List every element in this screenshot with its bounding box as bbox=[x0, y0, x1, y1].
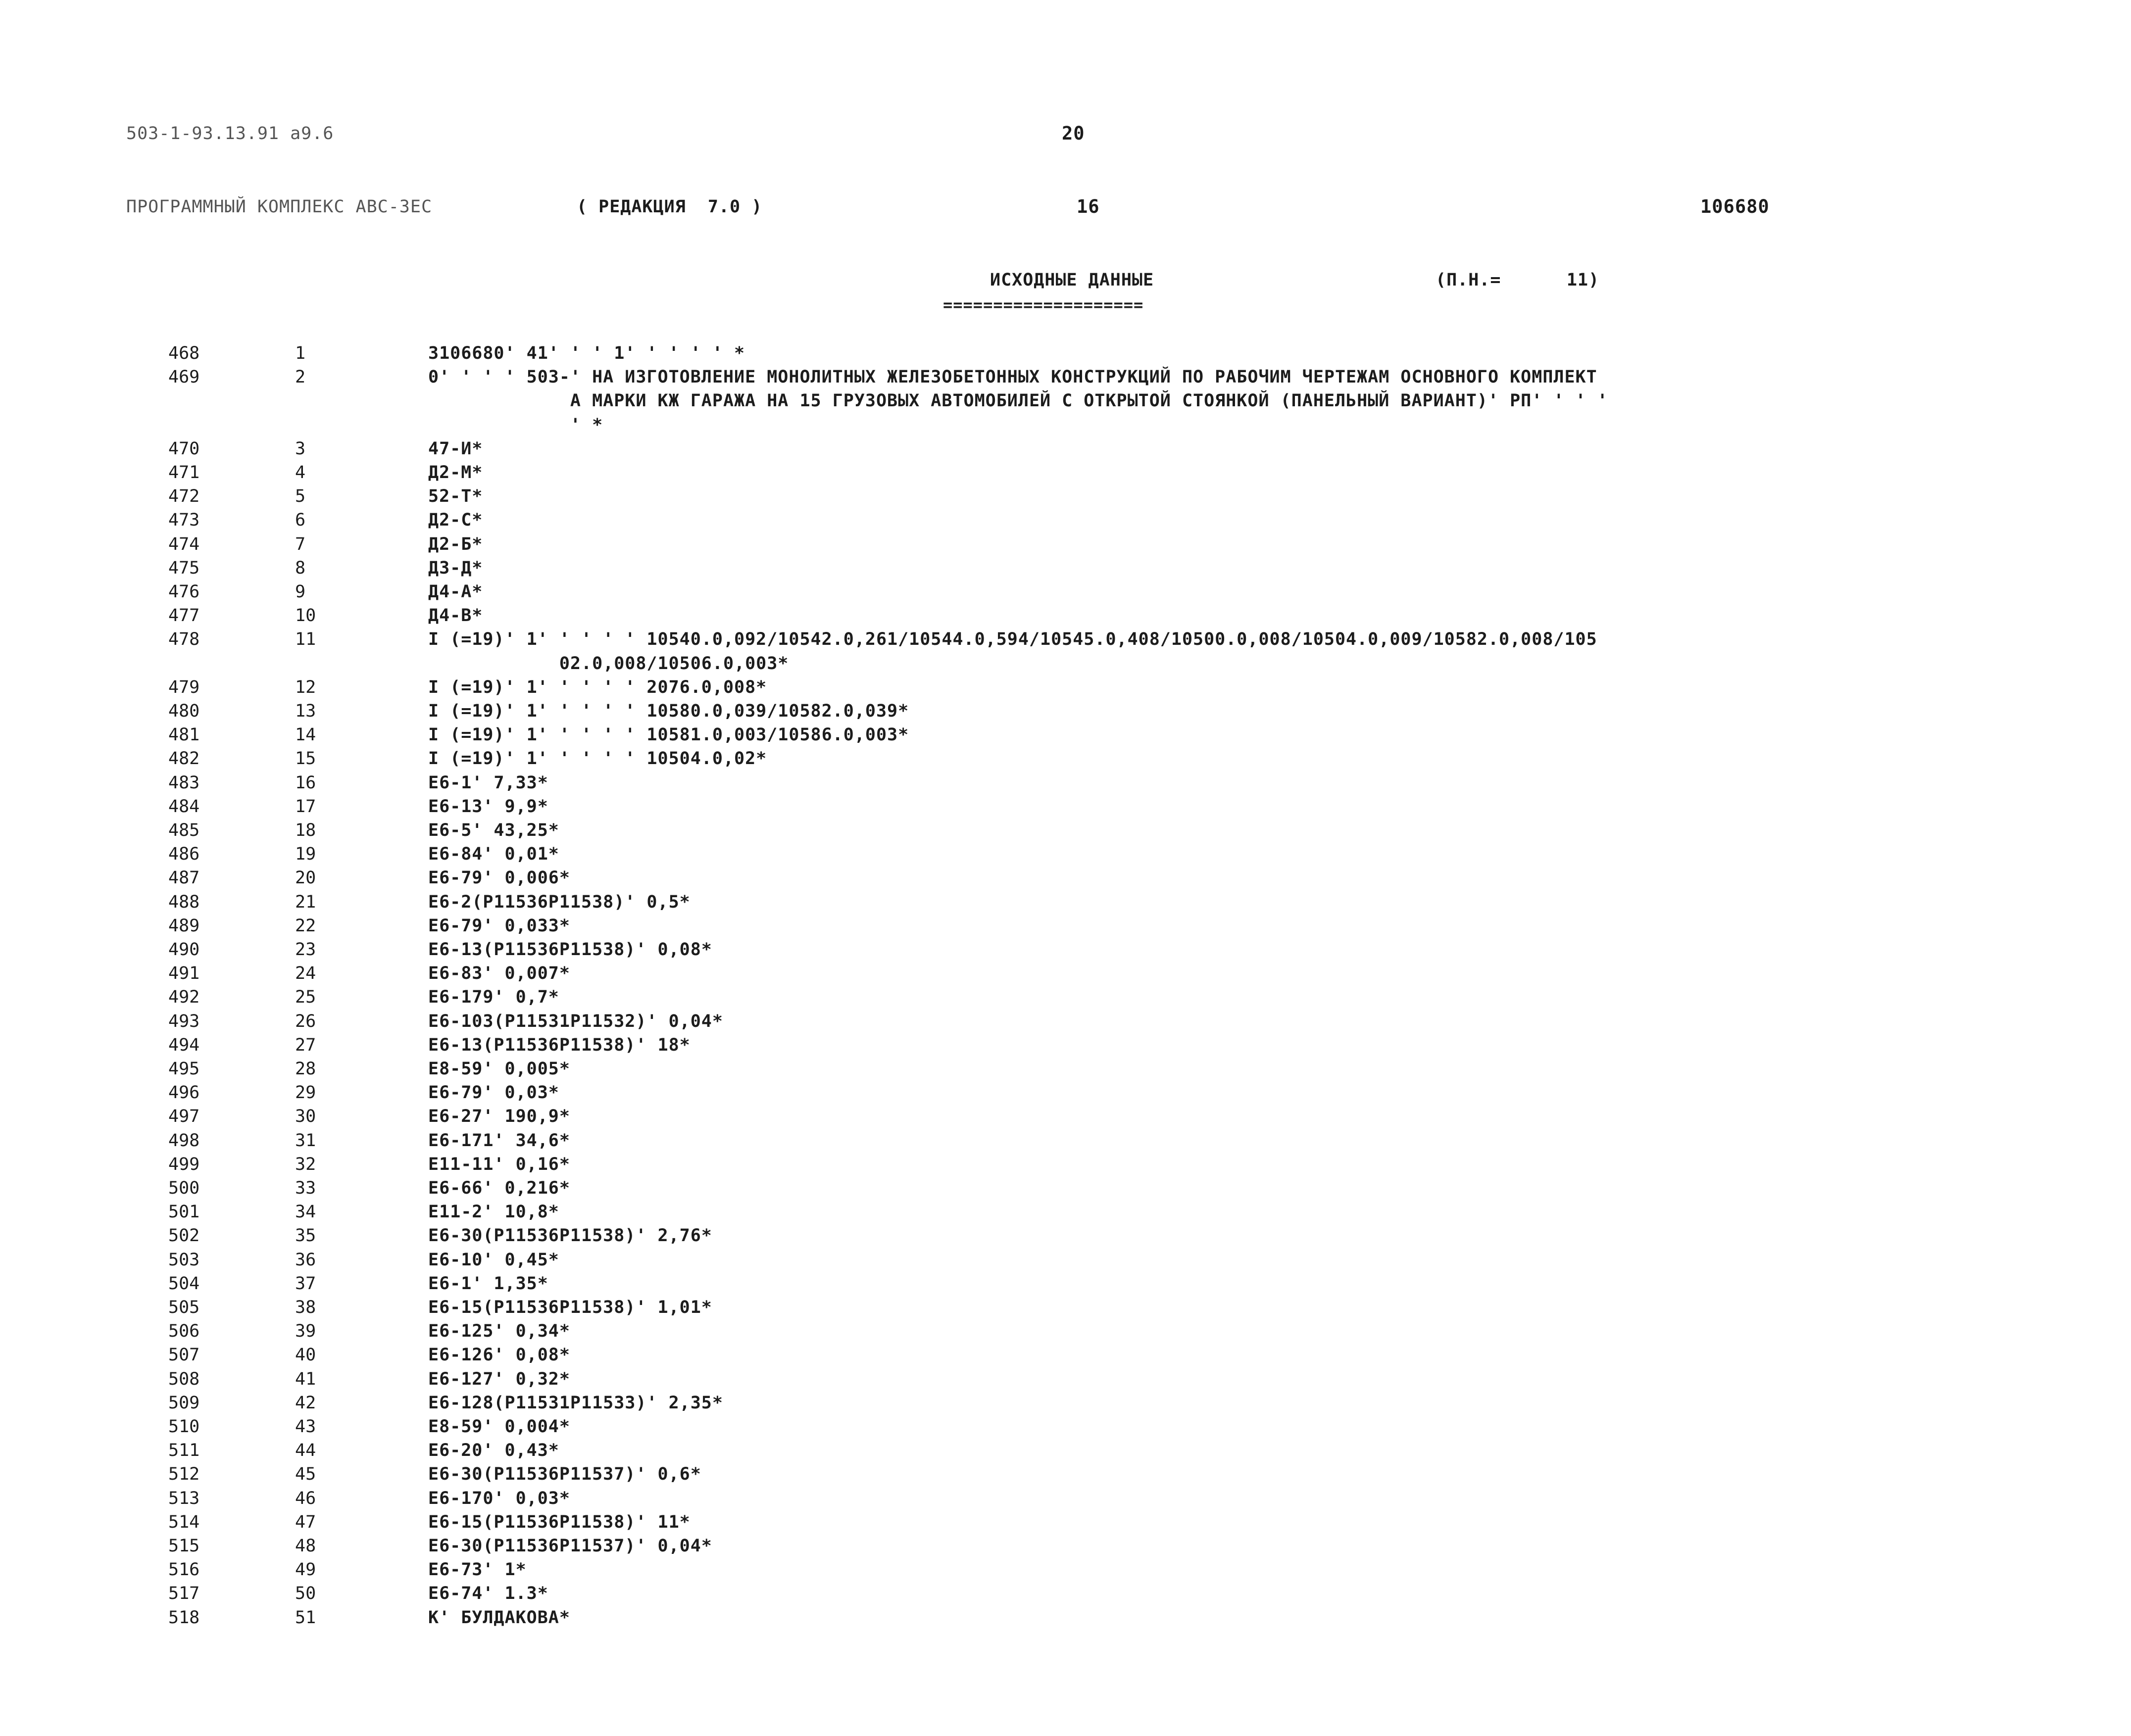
card-number: 473 bbox=[168, 510, 200, 530]
document-code: 503-1-93.13.91 а9.6 bbox=[126, 124, 334, 144]
listing-row bbox=[0, 1081, 2131, 1105]
line-text: 0' ' ' ' 503-' НА ИЗГОТОВЛЕНИЕ МОНОЛИТНЫХ ЖЕЛЕЗОБЕТОННЫХ КОНСТРУКЦИЙ ПО РАБОЧИМ ЧЕРТЕЖАМ ОСНОВНОГО КОМПЛЕКТ bbox=[428, 367, 1597, 387]
line-number: 42 bbox=[295, 1393, 316, 1413]
listing-row bbox=[0, 437, 2131, 461]
listing-row bbox=[0, 1462, 2131, 1486]
line-number: 12 bbox=[295, 677, 316, 697]
line-text: Е6-30(Р11536Р11537)' 0,04* bbox=[428, 1536, 712, 1556]
card-number: 506 bbox=[168, 1321, 200, 1342]
line-text: Е6-5' 43,25* bbox=[428, 820, 559, 840]
line-text: Е6-15(Р11536Р11538)' 11* bbox=[428, 1512, 691, 1532]
line-number: 36 bbox=[295, 1250, 316, 1270]
listing-row bbox=[0, 413, 2131, 437]
listing-row bbox=[0, 1010, 2131, 1033]
line-number: 40 bbox=[295, 1345, 316, 1365]
line-number: 5 bbox=[295, 486, 306, 507]
listing-row bbox=[0, 1415, 2131, 1439]
listing-row bbox=[0, 795, 2131, 819]
line-number: 8 bbox=[295, 558, 306, 578]
listing-row bbox=[0, 556, 2131, 580]
listing-row bbox=[0, 1105, 2131, 1128]
line-number: 3 bbox=[295, 438, 306, 459]
listing-row bbox=[0, 1176, 2131, 1200]
line-number: 37 bbox=[295, 1273, 316, 1294]
line-text: Е6-79' 0,033* bbox=[428, 916, 570, 936]
line-number: 30 bbox=[295, 1107, 316, 1127]
line-text: Е11-11' 0,16* bbox=[428, 1154, 570, 1174]
listing-row bbox=[0, 532, 2131, 556]
card-number: 501 bbox=[168, 1202, 200, 1222]
line-text: Е6-2(Р11536Р11538)' 0,5* bbox=[428, 892, 691, 912]
card-number: 498 bbox=[168, 1130, 200, 1151]
card-number: 482 bbox=[168, 749, 200, 769]
listing-row bbox=[0, 508, 2131, 532]
line-text: Е6-1' 7,33* bbox=[428, 772, 548, 793]
line-number: 14 bbox=[295, 725, 316, 745]
line-text: Е6-30(Р11536Р11537)' 0,6* bbox=[428, 1464, 701, 1485]
listing-row bbox=[0, 627, 2131, 651]
listing-row bbox=[0, 938, 2131, 962]
card-number: 489 bbox=[168, 916, 200, 936]
line-text: Е6-125' 0,34* bbox=[428, 1321, 570, 1342]
listing-row bbox=[0, 985, 2131, 1009]
card-number: 496 bbox=[168, 1083, 200, 1103]
card-number: 500 bbox=[168, 1178, 200, 1198]
line-number: 24 bbox=[295, 964, 316, 984]
line-number: 19 bbox=[295, 844, 316, 865]
line-text: Е6-128(Р11531Р11533)' 2,35* bbox=[428, 1393, 723, 1413]
line-number: 13 bbox=[295, 701, 316, 721]
line-text: Е6-171' 34,6* bbox=[428, 1130, 570, 1151]
listing-row bbox=[0, 365, 2131, 389]
listing-row bbox=[0, 1343, 2131, 1367]
line-text: Е6-1' 1,35* bbox=[428, 1273, 548, 1294]
document-id: 106680 bbox=[1700, 196, 1770, 217]
line-text: А МАРКИ КЖ ГАРАЖА НА 15 ГРУЗОВЫХ АВТОМОБИЛЕЙ С ОТКРЫТОЙ СТОЯНКОЙ (ПАНЕЛЬНЫЙ ВАРИАНТ)' РП' ' ' ' bbox=[428, 391, 1608, 411]
card-number: 497 bbox=[168, 1107, 200, 1127]
sheet-number: 16 bbox=[1077, 196, 1100, 217]
line-text: 52-Т* bbox=[428, 486, 483, 507]
line-text: Е6-84' 0,01* bbox=[428, 844, 559, 865]
line-number: 33 bbox=[295, 1178, 316, 1198]
line-text: Е8-59' 0,005* bbox=[428, 1059, 570, 1079]
line-text: Е6-170' 0,03* bbox=[428, 1488, 570, 1508]
line-text: Е6-79' 0,006* bbox=[428, 868, 570, 888]
card-number: 478 bbox=[168, 629, 200, 650]
line-number: 27 bbox=[295, 1035, 316, 1055]
listing-row bbox=[0, 1487, 2131, 1510]
card-number: 480 bbox=[168, 701, 200, 721]
section-underline: ==================== bbox=[943, 295, 1144, 314]
line-number: 1 bbox=[295, 343, 306, 363]
listing-row bbox=[0, 842, 2131, 866]
listing-row bbox=[0, 1319, 2131, 1343]
card-number: 516 bbox=[168, 1560, 200, 1580]
line-number: 31 bbox=[295, 1130, 316, 1151]
card-number: 502 bbox=[168, 1226, 200, 1246]
listing-row bbox=[0, 1200, 2131, 1224]
listing-row bbox=[0, 1510, 2131, 1534]
card-number: 490 bbox=[168, 940, 200, 960]
line-number: 7 bbox=[295, 534, 306, 554]
listing-row bbox=[0, 1534, 2131, 1558]
card-number: 503 bbox=[168, 1250, 200, 1270]
line-text: I (=19)' 1' ' ' ' ' 10581.0,003/10586.0,003* bbox=[428, 725, 909, 745]
card-number: 504 bbox=[168, 1273, 200, 1294]
listing-row bbox=[0, 866, 2131, 890]
listing-row bbox=[0, 890, 2131, 914]
line-text: Д2-М* bbox=[428, 463, 483, 482]
line-number: 18 bbox=[295, 820, 316, 840]
card-number: 505 bbox=[168, 1298, 200, 1317]
line-text: Е6-13(Р11536Р11538)' 18* bbox=[428, 1035, 691, 1055]
line-text: Е6-13(Р11536Р11538)' 0,08* bbox=[428, 940, 712, 960]
line-text: Е6-10' 0,45* bbox=[428, 1250, 559, 1270]
card-number: 512 bbox=[168, 1464, 200, 1485]
card-number: 483 bbox=[168, 772, 200, 793]
card-number: 469 bbox=[168, 367, 200, 387]
listing-row bbox=[0, 1248, 2131, 1272]
card-number: 493 bbox=[168, 1011, 200, 1031]
listing-row bbox=[0, 389, 2131, 413]
line-number: 35 bbox=[295, 1226, 316, 1246]
edition-label: ( РЕДАКЦИЯ 7.0 ) bbox=[577, 197, 763, 217]
card-number: 468 bbox=[168, 343, 200, 363]
line-text: Е6-83' 0,007* bbox=[428, 964, 570, 984]
line-number: 46 bbox=[295, 1488, 316, 1508]
line-number: 20 bbox=[295, 868, 316, 888]
line-text: Е6-66' 0,216* bbox=[428, 1178, 570, 1198]
line-number: 47 bbox=[295, 1512, 316, 1532]
listing-row bbox=[0, 1224, 2131, 1248]
listing-row bbox=[0, 1367, 2131, 1391]
line-number: 49 bbox=[295, 1560, 316, 1580]
listing-row bbox=[0, 1391, 2131, 1415]
line-number: 43 bbox=[295, 1417, 316, 1437]
line-text: Е6-79' 0,03* bbox=[428, 1083, 559, 1103]
card-number: 479 bbox=[168, 677, 200, 697]
line-text: Д4-В* bbox=[428, 606, 483, 626]
page-number: 20 bbox=[1062, 123, 1085, 144]
listing-row bbox=[0, 1439, 2131, 1462]
program-name: ПРОГРАММНЫЙ КОМПЛЕКС АВС-3ЕС bbox=[126, 197, 433, 217]
card-number: 495 bbox=[168, 1059, 200, 1079]
line-text: Е8-59' 0,004* bbox=[428, 1417, 570, 1437]
listing-row bbox=[0, 1296, 2131, 1319]
line-number: 50 bbox=[295, 1584, 316, 1604]
line-text: Д2-Б* bbox=[428, 534, 483, 554]
line-text: Е6-74' 1.3* bbox=[428, 1584, 548, 1604]
card-number: 486 bbox=[168, 844, 200, 865]
card-number: 507 bbox=[168, 1345, 200, 1365]
line-number: 2 bbox=[295, 367, 306, 387]
card-number: 508 bbox=[168, 1369, 200, 1389]
line-number: 51 bbox=[295, 1607, 316, 1628]
listing-row bbox=[0, 914, 2131, 938]
line-number: 28 bbox=[295, 1059, 316, 1079]
card-number: 485 bbox=[168, 820, 200, 840]
line-text: Е6-103(Р11531Р11532)' 0,04* bbox=[428, 1011, 723, 1031]
line-text: Е6-126' 0,08* bbox=[428, 1345, 570, 1365]
line-text: I (=19)' 1' ' ' ' ' 2076.0,008* bbox=[428, 677, 767, 697]
card-number: 476 bbox=[168, 582, 200, 602]
line-text: Е6-179' 0,7* bbox=[428, 987, 559, 1008]
line-number: 16 bbox=[295, 772, 316, 793]
line-text: ' * bbox=[428, 415, 603, 435]
listing-row bbox=[0, 341, 2131, 365]
line-text: I (=19)' 1' ' ' ' ' 10580.0,039/10582.0,039* bbox=[428, 701, 909, 721]
line-number: 44 bbox=[295, 1441, 316, 1461]
line-number: 10 bbox=[295, 606, 316, 626]
line-text: Е6-15(Р11536Р11538)' 1,01* bbox=[428, 1298, 712, 1317]
listing-row bbox=[0, 1129, 2131, 1153]
line-number: 39 bbox=[295, 1321, 316, 1342]
card-number: 509 bbox=[168, 1393, 200, 1413]
line-number: 32 bbox=[295, 1154, 316, 1174]
line-number: 9 bbox=[295, 582, 306, 602]
card-number: 477 bbox=[168, 606, 200, 626]
line-text: Е6-27' 190,9* bbox=[428, 1107, 570, 1127]
card-number: 515 bbox=[168, 1536, 200, 1556]
line-number: 45 bbox=[295, 1464, 316, 1485]
line-number: 38 bbox=[295, 1298, 316, 1317]
listing-row bbox=[0, 1558, 2131, 1582]
card-number: 472 bbox=[168, 486, 200, 507]
card-number: 484 bbox=[168, 796, 200, 817]
listing-row bbox=[0, 962, 2131, 985]
listing-row bbox=[0, 699, 2131, 723]
line-number: 21 bbox=[295, 892, 316, 912]
line-text: 3106680' 41' ' ' 1' ' ' ' ' * bbox=[428, 343, 745, 363]
listing-row bbox=[0, 580, 2131, 604]
listing-row bbox=[0, 1057, 2131, 1081]
listing-row bbox=[0, 652, 2131, 675]
line-text: 02.0,008/10506.0,003* bbox=[428, 653, 789, 674]
line-text: Д2-С* bbox=[428, 510, 483, 530]
listing-row bbox=[0, 604, 2131, 627]
listing-row bbox=[0, 723, 2131, 747]
line-number: 25 bbox=[295, 987, 316, 1008]
card-number: 488 bbox=[168, 892, 200, 912]
line-number: 6 bbox=[295, 510, 306, 530]
card-number: 513 bbox=[168, 1488, 200, 1508]
line-text: 47-И* bbox=[428, 438, 483, 459]
line-text: Е11-2' 10,8* bbox=[428, 1202, 559, 1222]
card-number: 491 bbox=[168, 964, 200, 984]
card-number: 514 bbox=[168, 1512, 200, 1532]
line-number: 22 bbox=[295, 916, 316, 936]
line-number: 48 bbox=[295, 1536, 316, 1556]
section-parameter: (П.Н.= 11) bbox=[1436, 270, 1600, 290]
listing-row bbox=[0, 484, 2131, 508]
listing-row bbox=[0, 819, 2131, 842]
listing-row bbox=[0, 1153, 2131, 1176]
line-number: 17 bbox=[295, 796, 316, 817]
line-number: 15 bbox=[295, 749, 316, 769]
card-number: 494 bbox=[168, 1035, 200, 1055]
line-number: 11 bbox=[295, 629, 316, 650]
card-number: 518 bbox=[168, 1607, 200, 1628]
line-number: 41 bbox=[295, 1369, 316, 1389]
card-number: 475 bbox=[168, 558, 200, 578]
section-title: ИСХОДНЫЕ ДАННЫЕ bbox=[990, 270, 1154, 290]
card-number: 499 bbox=[168, 1154, 200, 1174]
line-text: Е6-20' 0,43* bbox=[428, 1441, 559, 1461]
line-text: Е6-30(Р11536Р11538)' 2,76* bbox=[428, 1226, 712, 1246]
card-number: 481 bbox=[168, 725, 200, 745]
card-number: 492 bbox=[168, 987, 200, 1008]
card-number: 470 bbox=[168, 438, 200, 459]
listing-row bbox=[0, 675, 2131, 699]
card-number: 471 bbox=[168, 463, 200, 482]
line-text: Д4-А* bbox=[428, 582, 483, 602]
listing-row bbox=[0, 1272, 2131, 1296]
listing-row bbox=[0, 771, 2131, 795]
line-text: Е6-73' 1* bbox=[428, 1560, 527, 1580]
line-text: Е6-127' 0,32* bbox=[428, 1369, 570, 1389]
card-number: 487 bbox=[168, 868, 200, 888]
listing-row bbox=[0, 1582, 2131, 1605]
line-text: I (=19)' 1' ' ' ' ' 10504.0,02* bbox=[428, 749, 767, 769]
listing-row bbox=[0, 747, 2131, 771]
card-number: 474 bbox=[168, 534, 200, 554]
listing-row bbox=[0, 461, 2131, 484]
line-text: Е6-13' 9,9* bbox=[428, 796, 548, 817]
card-number: 517 bbox=[168, 1584, 200, 1604]
card-number: 511 bbox=[168, 1441, 200, 1461]
line-number: 26 bbox=[295, 1011, 316, 1031]
line-text: Д3-Д* bbox=[428, 558, 483, 578]
listing-row bbox=[0, 1606, 2131, 1630]
line-number: 23 bbox=[295, 940, 316, 960]
line-number: 34 bbox=[295, 1202, 316, 1222]
line-number: 29 bbox=[295, 1083, 316, 1103]
line-number: 4 bbox=[295, 463, 306, 482]
listing-row bbox=[0, 1033, 2131, 1057]
line-text: I (=19)' 1' ' ' ' ' 10540.0,092/10542.0,261/10544.0,594/10545.0,408/10500.0,008/10504.0,009/10582.0,008/105 bbox=[428, 629, 1597, 650]
line-text: К' БУЛДАКОВА* bbox=[428, 1607, 570, 1628]
card-number: 510 bbox=[168, 1417, 200, 1437]
